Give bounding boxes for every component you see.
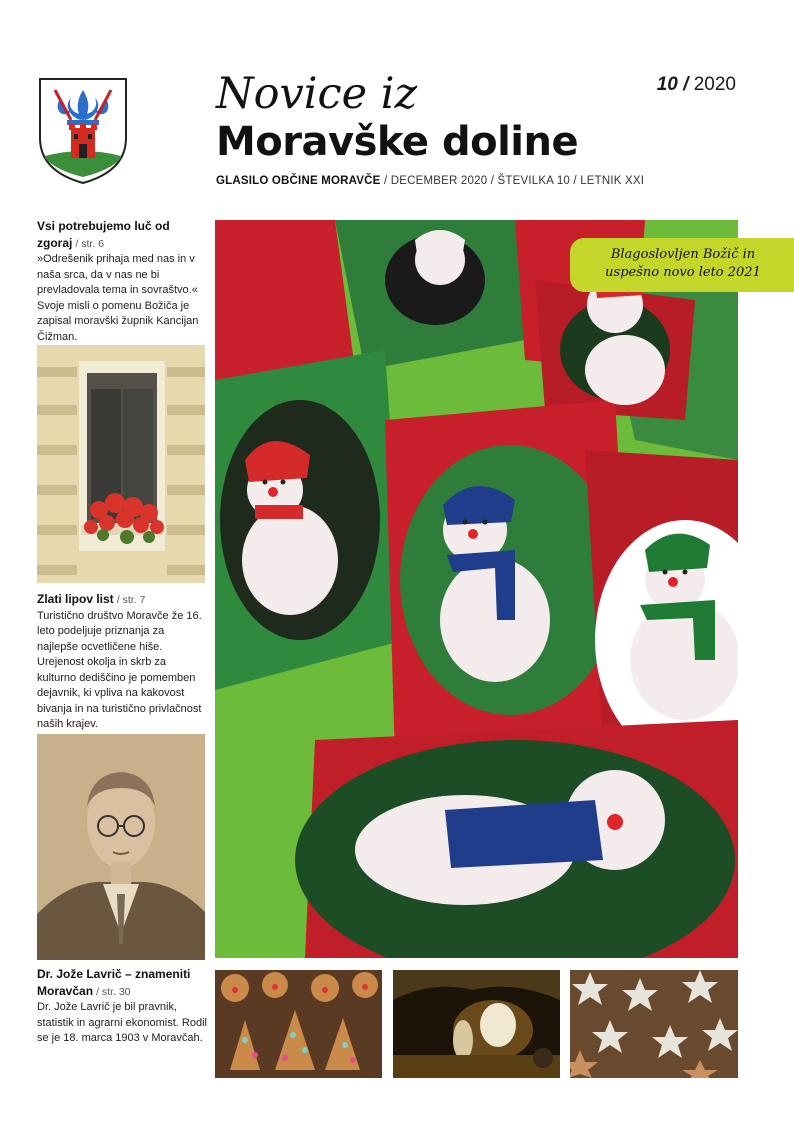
issue-number (657, 74, 736, 96)
article-summary: Turistično društvo Moravče že 16. leto podeljuje priznanja za najlepše ocvetličene hiše. Urejenost okolja in skrb za kulturno dediščino je pomemben dejavnik, ki vpliva na kakovost bivanja in na turistično privlačnost naših krajev. (37, 609, 202, 730)
greeting-line-2: uspešno novo leto 2021 (605, 265, 761, 280)
article-summary: »Odrešenik prihaja med nas in v naša srca, da v nas ne bi prevladovala tema in sovraštvo.« Svoje misli o pomenu Božiča je zapisal moravški župnik Kancijan Čižman. (37, 253, 199, 343)
article-page-ref: / str. 30 (96, 985, 131, 998)
greeting-line-1: Blagoslovljen Božič in (610, 247, 756, 262)
issue-number-value: 10 / (656, 74, 689, 95)
article-page-ref: / str. 6 (75, 237, 104, 250)
municipality-coat-of-arms (37, 76, 129, 186)
nativity-scene-photo (393, 970, 560, 1078)
issue-year: 2020 (693, 74, 736, 95)
sidebar-article-3[interactable] (37, 967, 207, 1047)
holiday-greeting-badge (570, 238, 794, 292)
portrait-photo (37, 734, 205, 960)
window-flowers-photo (37, 345, 205, 583)
cover-image-snowman-cards (215, 220, 738, 958)
publication-details (216, 175, 644, 187)
newspaper-title-line-2: Moravške doline (216, 119, 579, 165)
article-page-ref: / str. 7 (116, 594, 146, 606)
sidebar-article-1[interactable] (37, 219, 207, 345)
issue-details: / DECEMBER 2020 / ŠTEVILKA 10 / LETNIK XXI (383, 175, 645, 187)
publisher-name: GLASILO OBČINE MORAVČE (216, 175, 381, 187)
article-title: Vsi potrebujemo luč od zgoraj (37, 219, 170, 250)
newspaper-title-line-1: Novice iz (216, 69, 418, 119)
star-cookies-photo (570, 970, 738, 1078)
sidebar-article-2[interactable] (37, 592, 207, 733)
article-summary: Dr. Jože Lavrič je bil pravnik, statistik in agrarni ekonomist. Rodil se je 18. marca 1903 v Moravčah. (37, 1001, 207, 1044)
gingerbread-cookies-photo (215, 970, 382, 1078)
article-title: Zlati lipov list (37, 592, 114, 606)
article-title: Dr. Jože Lavrič – znameniti Moravčan (37, 967, 191, 998)
